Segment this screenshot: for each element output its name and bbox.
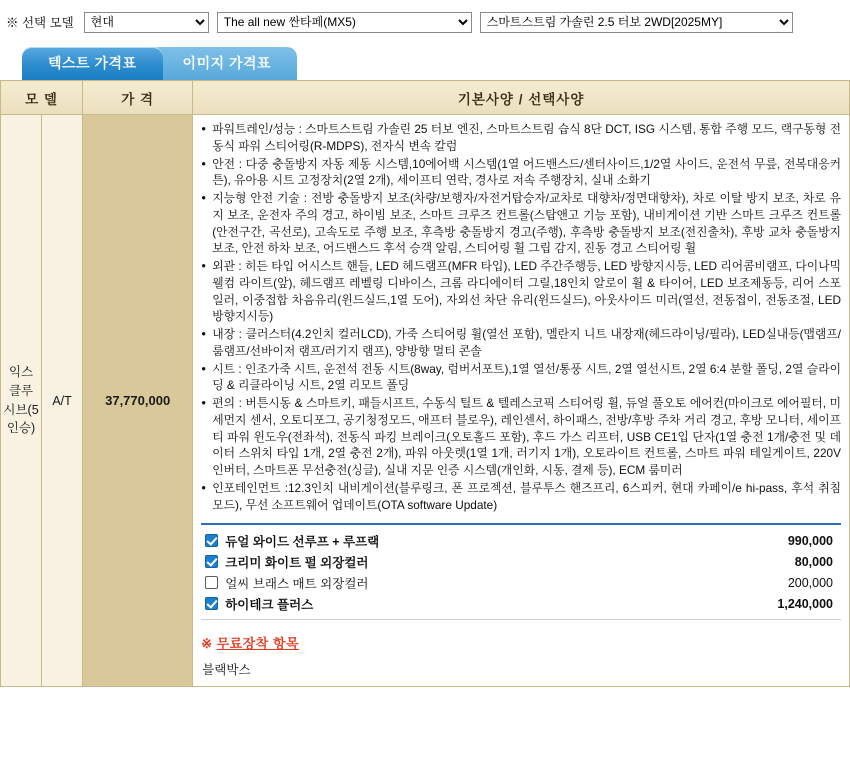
option-row[interactable]	[203, 551, 839, 572]
tab-text-pricelist[interactable]: 텍스트 가격표	[22, 47, 163, 80]
brand-select[interactable]	[84, 12, 209, 33]
spec-item: ● 파워트레인/성능 : 스마트스트림 가솔린 25 터보 엔진, 스마트스트림 습식 8단 DCT, ISG 시스템, 통합 주행 모드, 랙구동형 전동식 파워 스티어링(R-MDPS), 전자식 변속 칼럼	[201, 121, 841, 155]
model-select[interactable]	[217, 12, 472, 33]
optional-equipment-list	[201, 523, 841, 620]
spec-item: ● 지능형 안전 기술 : 전방 충돌방지 보조(차량/보행자/자전거탑승자/교차로 대향차/정면대향차), 차로 이탈 방지 보조, 차로 유지 보조, 운전자 주의 경고, 하이빔 보조, 스마트 크루즈 컨트롤(스탑앤고 기능 포함), 내비게이션 기반 스마트 크루즈 컨트롤(안전구간, 곡선로), 고속도로 주행 보조, 후측방 충돌방지 경고(주행), 후측방 충돌방지 보조(전진출차), 후방 교차 충돌방지 보조, 안전 하차 보조, 어드밴스드 후석 승객 알림, 스티어링 휠 그립 감지, 진동 경고 스티어링 휠	[201, 190, 841, 257]
option-label: 크리미 화이트 펄 외장컬러	[225, 555, 369, 570]
free-installation-section	[201, 633, 841, 678]
spec-item: ● 안전 : 다중 충돌방지 자동 제동 시스템,10에어백 시스템(1열 어드밴스드/센터사이드,1/2열 사이드, 운전석 무릎, 전복대응커튼), 유아용 시트 고정장치(2열 2개), 세이프티 연락, 경사로 저속 주행장치, 실내 소화기	[201, 156, 841, 190]
price-table	[0, 80, 850, 687]
option-checkbox[interactable]	[205, 576, 218, 589]
price-view-tabs	[22, 44, 850, 80]
header-spec: 기본사양 / 선택사양	[193, 81, 850, 115]
cell-model-name: 익스클루시브(5인승)	[1, 115, 42, 687]
tab-image-pricelist[interactable]: 이미지 가격표	[149, 47, 298, 80]
header-model: 모 델	[1, 81, 83, 115]
option-price: 80,000	[794, 554, 833, 569]
option-label: 듀얼 와이드 선루프 + 루프랙	[225, 534, 380, 549]
free-installation-label: 무료장착 항목	[216, 636, 300, 652]
asterisk-icon: ※	[201, 636, 213, 652]
table-header-row	[1, 81, 850, 115]
model-selector-bar	[0, 0, 850, 42]
option-price: 200,000	[787, 575, 833, 590]
spec-item: ● 내장 : 클러스터(4.2인치 컬러LCD), 가죽 스티어링 휠(열선 포함), 멜란지 니트 내장재(헤드라이닝/필라), LED실내등(맵램프/룸램프/선바이저 램프/러기지 램프), 양방향 멀티 콘솔	[201, 326, 841, 360]
option-row[interactable]	[203, 593, 839, 614]
spec-item: ● 외관 : 히든 타입 어시스트 핸들, LED 헤드램프(MFR 타입), LED 주간주행등, LED 방향지시등, LED 리어콤비램프, 다이나믹 웰컴 라이트(앞), 헤드램프 레벨링 디바이스, 크롬 라디에이터 그릴,18인치 알로이 휠 & 타이어, LED 보조제동등, 리어 스포일러, 이중접합 차음유리(윈드실드,1열 도어), 자외선 차단 유리(윈드실드), 아웃사이드 미러(열선, 전동접이, 전동조절, LED 방향지시등)	[201, 258, 841, 325]
trim-select[interactable]	[480, 12, 793, 33]
cell-price: 37,770,000	[83, 115, 193, 687]
spec-item: ● 시트 : 인조가죽 시트, 운전석 전동 시트(8way, 럼버서포트),1열 열선/통풍 시트, 2열 열선시트, 2열 6:4 분할 폴딩, 2열 슬라이딩 & 리클라이닝 시트, 2열 리모트 폴딩	[201, 361, 841, 395]
free-installation-item: 블랙박스	[202, 663, 251, 678]
spec-item: ● 편의 : 버튼시동 & 스마트키, 패들시프트, 수동식 틸트 & 텔레스코픽 스티어링 휠, 듀얼 풀오토 에어컨(마이크로 에어필터, 미세먼지 센서, 오토디포그, 공기청정모드, 애프터 블로우), 레인센서, 하이패스, 전방/후방 주차 거리 경고, 후방 모니터, 세이프티 파워 윈도우(전좌석), 전동식 파킹 브레이크(오토홀드 포함), 후드 가스 리프터, USB CE1입 단자(1열 충전 1개/충전 및 데이터 스위치 타입 1개, 2열 충전 2개), 파워 아웃렛(1열 1개, 러기지 1개), 오토라이트 컨트롤, 스마트 파워 테일게이트, 220V인버터, 스마트폰 무선충전(싱글), 실내 지문 인증 시스템(개인화, 시동, 결제 등), ECM 룸미러	[201, 395, 841, 479]
spec-list	[201, 121, 841, 513]
option-label: 하이테크 플러스	[225, 597, 314, 612]
cell-specs	[193, 115, 850, 687]
option-price: 990,000	[787, 533, 833, 548]
option-label: 얼씨 브래스 매트 외장컬러	[225, 576, 369, 591]
option-checkbox[interactable]	[205, 597, 218, 610]
model-selector-label: ※ 선택 모델	[6, 16, 74, 30]
option-row[interactable]	[203, 530, 839, 551]
free-installation-title	[201, 633, 841, 652]
option-row[interactable]	[203, 572, 839, 593]
spec-item: ● 인포테인먼트 :12.3인치 내비게이션(블루링크, 폰 프로젝션, 블루투스 핸즈프리, 6스피커, 현대 카페이/e hi-pass, 후석 취침모드), 무선 소프트웨어 업데이트(OTA software Update)	[201, 480, 841, 514]
cell-transmission: A/T	[42, 115, 83, 687]
option-checkbox[interactable]	[205, 534, 218, 547]
option-checkbox[interactable]	[205, 555, 218, 568]
option-price: 1,240,000	[777, 596, 833, 611]
table-row	[1, 115, 850, 687]
header-price: 가 격	[83, 81, 193, 115]
